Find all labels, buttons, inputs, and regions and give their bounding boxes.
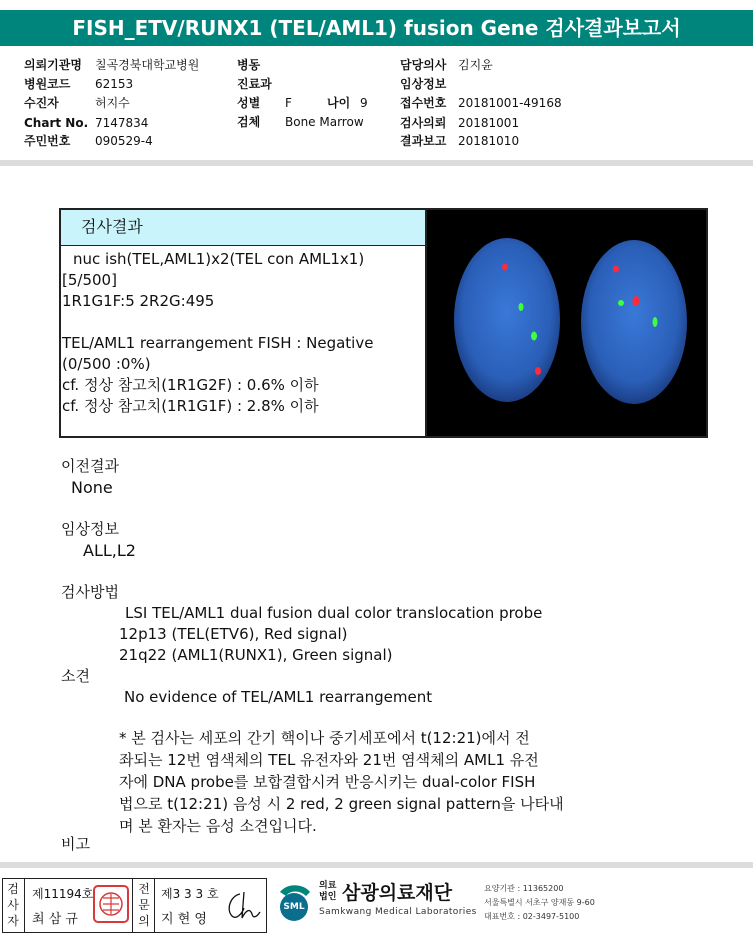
green-signal [519, 303, 524, 311]
sig-divider [24, 878, 25, 933]
org-code: 요양기관 : 11365200 [484, 884, 564, 893]
note-line-3: 자에 DNA probe를 보합결합시켜 반응시키는 dual-color FISH [119, 773, 536, 791]
result-line-5: TEL/AML1 rearrangement FISH : Negative [62, 334, 374, 352]
red-signal [613, 266, 619, 273]
specialist-name: 지 현 영 [161, 912, 207, 927]
sml-logo-text: SML [283, 902, 305, 912]
resident-no-label: 주민번호 [24, 134, 71, 148]
clinical-section-label: 임상정보 [61, 520, 119, 538]
org-prefix-2: 법인 [319, 892, 337, 902]
doctor-label: 담당의사 [400, 58, 447, 72]
examiner-seal-icon [92, 884, 130, 924]
note-line-1: * 본 검사는 세포의 간기 핵이나 중기세포에서 t(12:21)에서 전 [119, 729, 530, 747]
prev-result-value: None [71, 478, 113, 497]
institution-value: 칠곡경북대학교병원 [95, 58, 200, 72]
org-phone: 대표번호 : 02-3497-5100 [484, 912, 580, 921]
org-prefix-1: 의료 [319, 881, 337, 891]
org-english: Samkwang Medical Laboratories [319, 907, 477, 917]
ward-label: 병동 [237, 58, 261, 72]
finding-label: 소견 [61, 667, 90, 685]
green-signal [653, 317, 658, 327]
fish-nuclei-graphic [427, 210, 706, 436]
examiner-license: 제11194호 [32, 887, 94, 901]
sex-value: F [285, 96, 292, 110]
result-line-7: cf. 정상 참고치(1R1G2F) : 0.6% 이하 [62, 376, 319, 394]
nucleus-left [454, 238, 560, 402]
clinical-info-label: 임상정보 [400, 77, 447, 91]
note-line-4: 법으로 t(12:21) 음성 시 2 red, 2 green signal pattern을 나타내 [119, 795, 564, 813]
finding-value: No evidence of TEL/AML1 rearrangement [124, 688, 433, 706]
red-signal [633, 296, 640, 306]
sex-label: 성별 [237, 96, 261, 110]
patient-label: 수진자 [24, 96, 59, 110]
accession-label: 접수번호 [400, 96, 447, 110]
note-line-5: 며 본 환자는 음성 소견입니다. [119, 817, 317, 835]
age-value: 9 [360, 96, 368, 110]
org-name: 삼광의료재단 [342, 882, 453, 904]
header-separator [0, 160, 753, 166]
clinical-section-value: ALL,L2 [83, 541, 136, 560]
remarks-label: 비고 [61, 835, 90, 853]
report-title: FISH_ETV/RUNX1 (TEL/AML1) fusion Gene 검사결과보고서 [0, 10, 753, 46]
nucleus-right [581, 240, 687, 404]
request-date-value: 20181001 [458, 116, 520, 130]
report-date-label: 결과보고 [400, 134, 447, 148]
footer-separator [0, 862, 753, 868]
org-address: 서울특별시 서초구 양재동 9-60 [484, 898, 595, 907]
request-date-label: 검사의뢰 [400, 116, 447, 130]
red-signal [502, 264, 508, 271]
note-paragraph [119, 727, 564, 837]
hospital-code-value: 62153 [95, 77, 134, 91]
result-line-3: 1R1G1F:5 2R2G:495 [62, 292, 215, 310]
sig-divider [154, 878, 155, 933]
chart-no-value: 7147834 [95, 116, 149, 130]
green-signal [618, 300, 624, 306]
age-label: 나이 [327, 96, 351, 110]
method-line-1: LSI TEL/AML1 dual fusion dual color translocation probe [125, 604, 543, 622]
fish-image [427, 210, 706, 436]
note-line-2: 좌되는 12번 염색체의 TEL 유전자와 21번 염색체의 AML1 유전 [119, 751, 539, 769]
sig-divider [132, 878, 133, 933]
chart-no-label: Chart No. [24, 116, 89, 130]
specialist-label: 전문의 [138, 882, 150, 928]
prev-result-label: 이전결과 [61, 457, 119, 475]
report-date-value: 20181010 [458, 134, 520, 148]
result-line-1: nuc ish(TEL,AML1)x2(TEL con AML1x1) [73, 250, 365, 268]
method-label: 검사방법 [61, 583, 119, 601]
specimen-value: Bone Marrow [285, 115, 364, 129]
doctor-value: 김지윤 [458, 58, 493, 72]
red-signal [535, 367, 541, 375]
method-line-3: 21q22 (AML1(RUNX1), Green signal) [119, 646, 393, 664]
examiner-label: 검사자 [7, 882, 19, 928]
result-heading: 검사결과 [61, 210, 425, 246]
examiner-name: 최 삼 규 [32, 912, 78, 927]
hospital-code-label: 병원코드 [24, 77, 71, 91]
patient-value: 허지수 [95, 96, 130, 110]
dept-label: 진료과 [237, 77, 272, 91]
accession-value: 20181001-49168 [458, 96, 562, 110]
result-line-6: (0/500 :0%) [62, 355, 151, 373]
method-line-2: 12p13 (TEL(ETV6), Red signal) [119, 625, 348, 643]
institution-label: 의뢰기관명 [24, 58, 82, 72]
result-line-2: [5/500] [62, 271, 117, 289]
resident-no-value: 090529-4 [95, 134, 153, 148]
specialist-license: 제3 3 3 호 [161, 887, 219, 901]
result-line-8: cf. 정상 참고치(1R1G1F) : 2.8% 이하 [62, 397, 319, 415]
specimen-label: 검체 [237, 115, 261, 129]
green-signal [531, 332, 537, 341]
specialist-signature-icon [222, 888, 264, 924]
